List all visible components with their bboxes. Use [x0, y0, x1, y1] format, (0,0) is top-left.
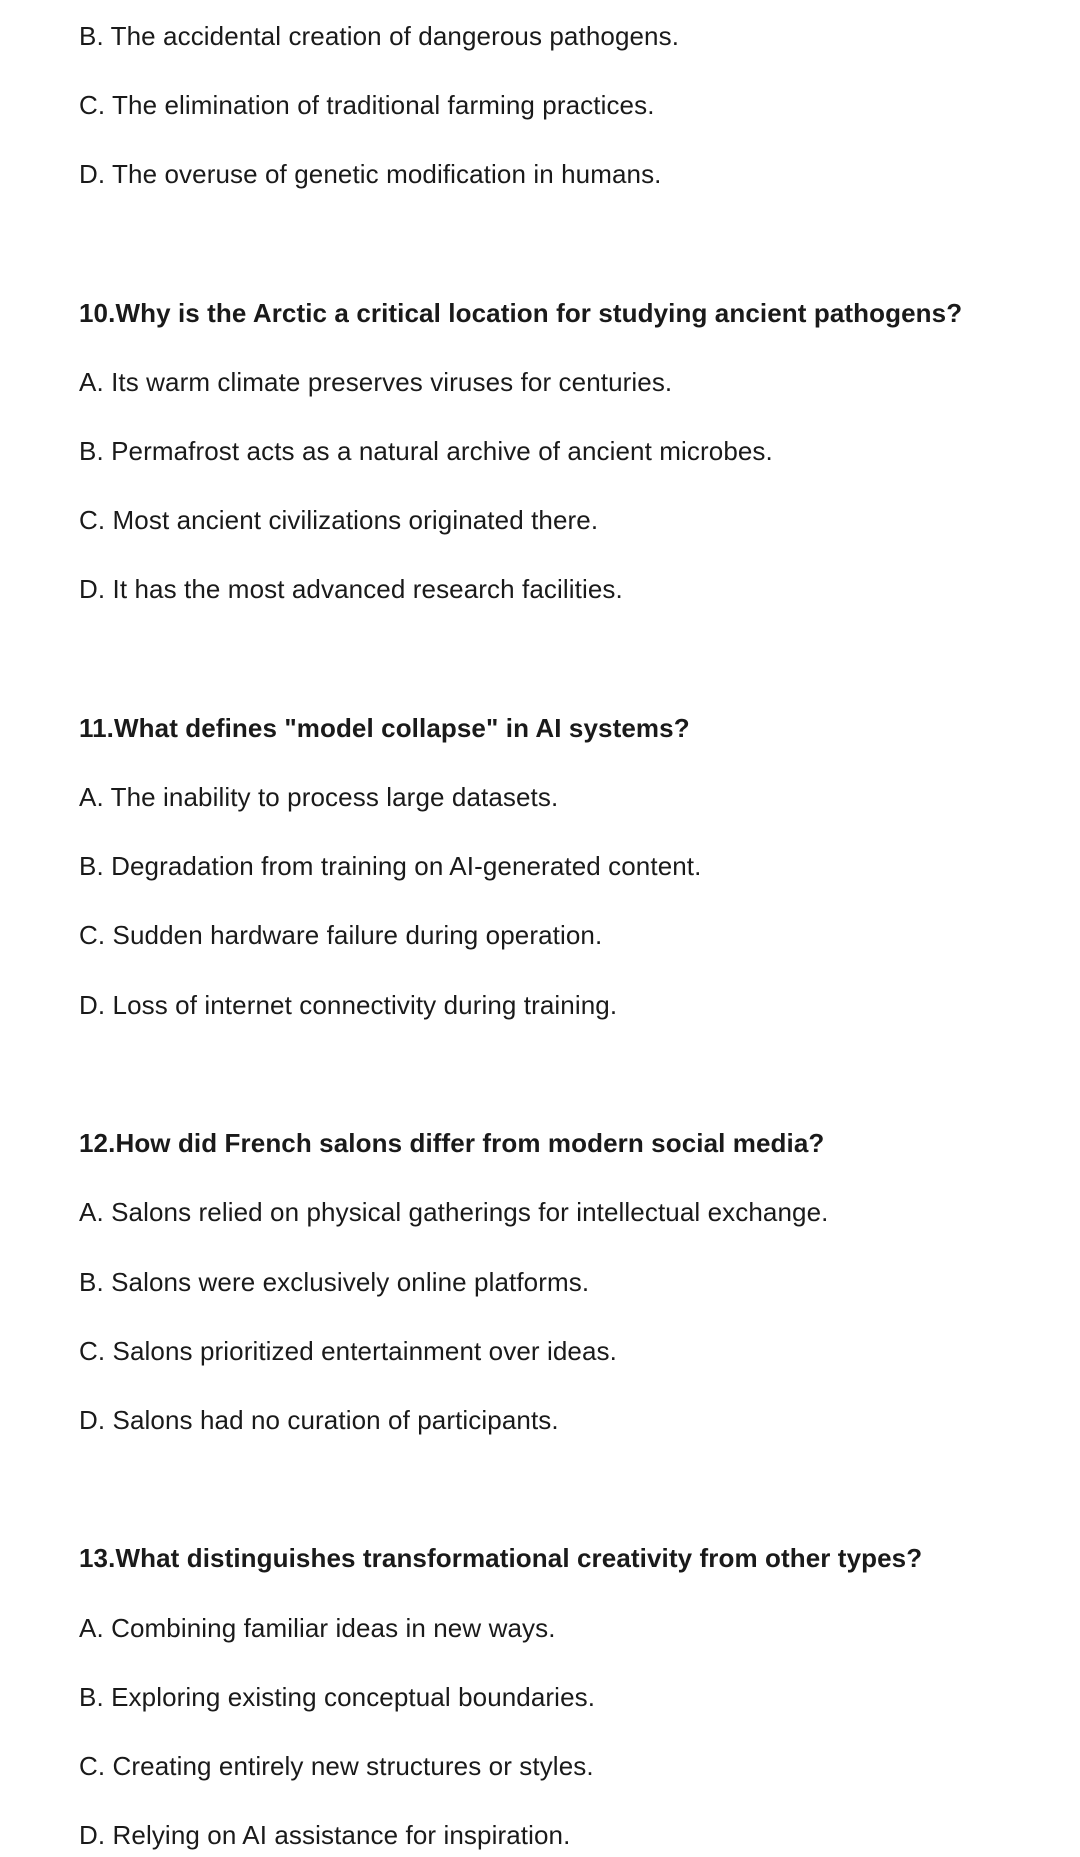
question-title: 13.What distinguishes transformational creativity from other types?: [79, 1543, 923, 1573]
option-text: C. The elimination of traditional farming practices.: [79, 90, 655, 120]
option-text: B. Exploring existing conceptual boundaries.: [79, 1682, 596, 1712]
option-text: A. Salons relied on physical gatherings for intellectual exchange.: [79, 1197, 829, 1227]
option-text: D. Relying on AI assistance for inspiration.: [79, 1820, 571, 1850]
question-title: 11.What defines "model collapse" in AI systems?: [79, 713, 690, 743]
option-text: C. Most ancient civilizations originated there.: [79, 505, 599, 535]
option-text: D. It has the most advanced research facilities.: [79, 574, 623, 604]
option-text: B. Permafrost acts as a natural archive of ancient microbes.: [79, 436, 773, 466]
option-text: B. Degradation from training on AI-generated content.: [79, 851, 702, 881]
option-text: C. Salons prioritized entertainment over ideas.: [79, 1336, 617, 1366]
option-text: C. Creating entirely new structures or styles.: [79, 1751, 594, 1781]
question-title: 12.How did French salons differ from modern social media?: [79, 1128, 825, 1158]
option-text: A. The inability to process large datasets.: [79, 782, 559, 812]
option-text: A. Combining familiar ideas in new ways.: [79, 1613, 556, 1643]
option-text: C. Sudden hardware failure during operation.: [79, 920, 603, 950]
question-title: 10.Why is the Arctic a critical location for studying ancient pathogens?: [79, 298, 963, 328]
option-text: D. Loss of internet connectivity during training.: [79, 990, 618, 1020]
option-text: B. Salons were exclusively online platforms.: [79, 1267, 590, 1297]
option-text: A. Its warm climate preserves viruses for centuries.: [79, 367, 673, 397]
option-text: B. The accidental creation of dangerous pathogens.: [79, 21, 680, 51]
option-text: D. The overuse of genetic modification in humans.: [79, 159, 662, 189]
option-text: D. Salons had no curation of participants.: [79, 1405, 559, 1435]
